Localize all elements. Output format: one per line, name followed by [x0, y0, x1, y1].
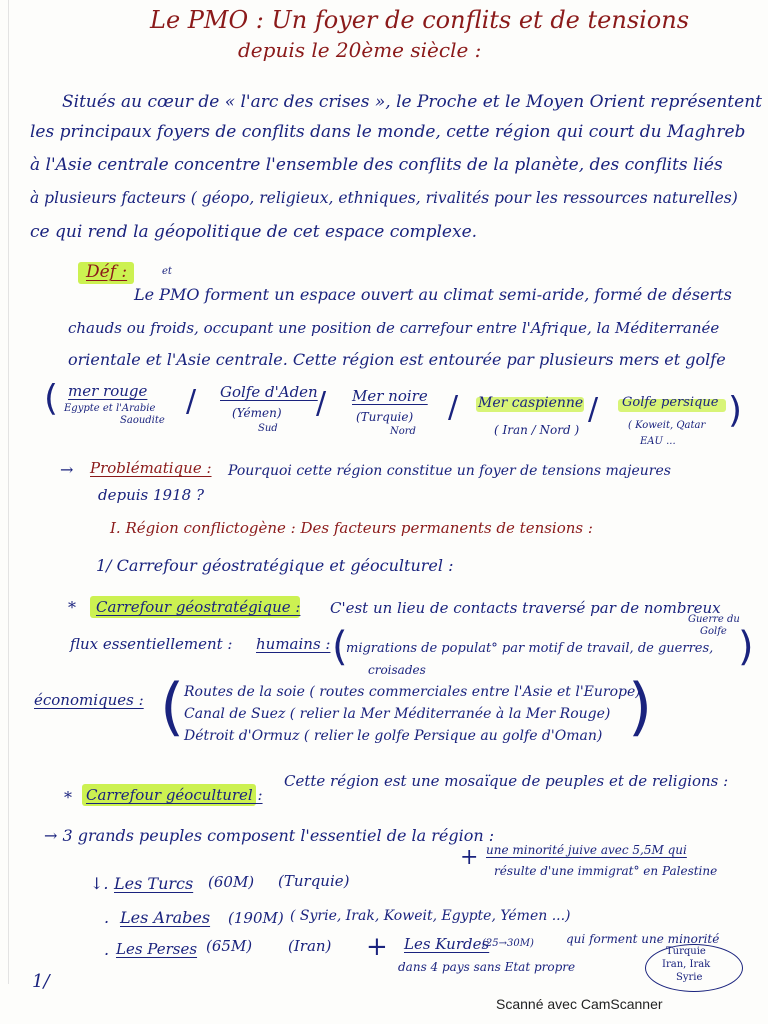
kurdes-pays-2: Iran, Irak	[662, 959, 711, 970]
peuple-perses-pop: (65M)	[206, 937, 253, 955]
sea-detail2-golfe-aden: Sud	[258, 423, 278, 434]
intro-line-1: Situés au cœur de « l'arc des crises », le Proche et le Moyen Orient représentent	[62, 92, 762, 112]
kurdes-pop: (25→30M)	[482, 938, 534, 949]
intro-line-4: à plusieurs facteurs ( géopo, religieux, ethniques, rivalités pour les ressources naturelles)	[30, 189, 738, 207]
economiques-item-1: Routes de la soie ( routes commerciales entre l'Asie et l'Europe)	[184, 684, 641, 700]
peuple-turcs-pop: (60M)	[208, 873, 255, 891]
problematique-label: Problématique :	[90, 459, 212, 477]
sea-detail2-mer-noire: Nord	[390, 426, 416, 437]
peuple-arabes-pop: (190M)	[228, 909, 284, 927]
peuple-turcs-bullet: ↓.	[90, 874, 109, 893]
guerre-note-line2: Golfe	[700, 626, 727, 637]
economiques-item-2: Canal de Suez ( relier la Mer Méditerranée à la Mer Rouge)	[184, 706, 611, 722]
geostrategique-economiques-label: économiques :	[34, 691, 144, 709]
economiques-item-3: Détroit d'Ormuz ( relier le golfe Persique au golfe d'Oman)	[184, 728, 603, 744]
sea-detail-mer-rouge: Egypte et l'Arabie	[64, 403, 156, 414]
scanner-watermark: Scanné avec CamScanner	[496, 996, 663, 1012]
peuple-arabes-name: Les Arabes	[120, 908, 211, 927]
problematique-line-1: Pourquoi cette région constitue un foyer de tensions majeures	[228, 463, 671, 479]
definition-line-2: chauds ou froids, occupant une position de carrefour entre l'Afrique, la Méditerranée	[68, 319, 720, 337]
page-margin-line	[8, 0, 9, 984]
geostrategique-humains-label: humains :	[256, 635, 331, 653]
seas-separator-3: /	[448, 390, 459, 425]
problematique-arrow: →	[60, 460, 74, 479]
page-title-line2: depuis le 20ème siècle :	[238, 38, 482, 62]
geostrategique-humains-detail: migrations de populat° par motif de travail, de guerres,	[346, 641, 714, 656]
kurdes-name: Les Kurdes	[404, 935, 490, 953]
minorite-line-2: résulte d'une immigrat° en Palestine	[494, 864, 718, 878]
peuple-perses-bullet: .	[104, 940, 110, 959]
minorite-plus: +	[460, 845, 479, 870]
geostrategique-flux-prefix: flux essentiellement :	[70, 635, 233, 653]
geoculturel-bullet: *	[64, 788, 72, 807]
economiques-close-brace: )	[628, 670, 653, 743]
seas-separator-4: /	[588, 392, 599, 427]
intro-line-3: à l'Asie centrale concentre l'ensemble des conflits de la planète, des conflits liés	[30, 155, 723, 175]
geostrategique-line-1: C'est un lieu de contacts traversé par de nombreux	[330, 599, 721, 617]
geoculturel-label: Carrefour géoculturel :	[86, 786, 263, 804]
problematique-line-2: depuis 1918 ?	[98, 486, 204, 504]
geoculturel-line-1: Cette région est une mosaïque de peuples et de religions :	[284, 772, 729, 790]
kurdes-pays-1: Turquie	[666, 946, 706, 957]
peuple-perses-name: Les Perses	[116, 940, 198, 958]
peuples-intro: → 3 grands peuples composent l'essentiel de la région :	[44, 826, 495, 845]
intro-line-2: les principaux foyers de conflits dans le monde, cette région qui court du Maghreb	[30, 122, 746, 142]
sea-name-golfe-aden: Golfe d'Aden	[220, 383, 318, 401]
kurdes-line-1: qui forment une minorité	[566, 932, 720, 946]
sea-name-mer-noire: Mer noire	[352, 387, 428, 405]
kurdes-plus: +	[366, 932, 388, 962]
humains-close-paren: )	[738, 624, 754, 670]
sea-name-mer-caspienne: Mer caspienne	[478, 395, 584, 411]
seas-close-paren: )	[728, 390, 743, 431]
peuple-turcs-name: Les Turcs	[114, 874, 194, 893]
peuple-arabes-pays: ( Syrie, Irak, Koweit, Egypte, Yémen ...)	[290, 908, 571, 924]
sea-detail-golfe-persique: ( Koweit, Qatar	[628, 420, 706, 431]
peuple-perses-pays: (Iran)	[288, 937, 332, 955]
definition-annotation: et	[162, 266, 172, 277]
geostrategique-bullet: *	[68, 598, 76, 617]
sea-name-golfe-persique: Golfe persique	[622, 395, 719, 410]
humains-open-paren: (	[332, 624, 348, 670]
section-1-heading: I. Région conflictogène : Des facteurs permanents de tensions :	[110, 519, 593, 537]
section-1-subheading: 1/ Carrefour géostratégique et géoculturel :	[96, 556, 454, 575]
kurdes-line-2: dans 4 pays sans Etat propre	[398, 960, 576, 974]
sea-detail-mer-noire: (Turquie)	[356, 410, 414, 424]
peuple-turcs-pays: (Turquie)	[278, 872, 350, 890]
sea-detail2-golfe-persique: EAU ...	[640, 436, 676, 447]
definition-line-3: orientale et l'Asie centrale. Cette région est entourée par plusieurs mers et golfe	[68, 350, 726, 369]
page-title-line1: Le PMO : Un foyer de conflits et de tensions	[150, 6, 690, 34]
definition-label: Déf :	[86, 262, 128, 282]
seas-separator-1: /	[186, 384, 197, 419]
geostrategique-label: Carrefour géostratégique :	[96, 598, 301, 616]
definition-line-1: Le PMO forment un espace ouvert au climat semi-aride, formé de déserts	[134, 285, 732, 304]
sea-name-mer-rouge: mer rouge	[68, 382, 148, 400]
sea-detail-mer-caspienne: ( Iran / Nord )	[494, 423, 580, 437]
economiques-open-brace: (	[160, 670, 185, 743]
intro-line-5: ce qui rend la géopolitique de cet espace complexe.	[30, 222, 478, 242]
peuple-arabes-bullet: .	[104, 908, 110, 927]
sea-detail2-mer-rouge: Saoudite	[120, 415, 165, 426]
sea-detail-golfe-aden: (Yémen)	[232, 406, 282, 420]
geostrategique-croisades: croisades	[368, 663, 426, 677]
kurdes-pays-3: Syrie	[676, 972, 703, 983]
page-number: 1/	[32, 971, 50, 992]
seas-open-paren: (	[44, 378, 59, 419]
seas-separator-2: /	[316, 386, 327, 421]
minorite-line-1: une minorité juive avec 5,5M qui	[486, 843, 687, 857]
guerre-note-line1: Guerre du	[688, 614, 740, 625]
